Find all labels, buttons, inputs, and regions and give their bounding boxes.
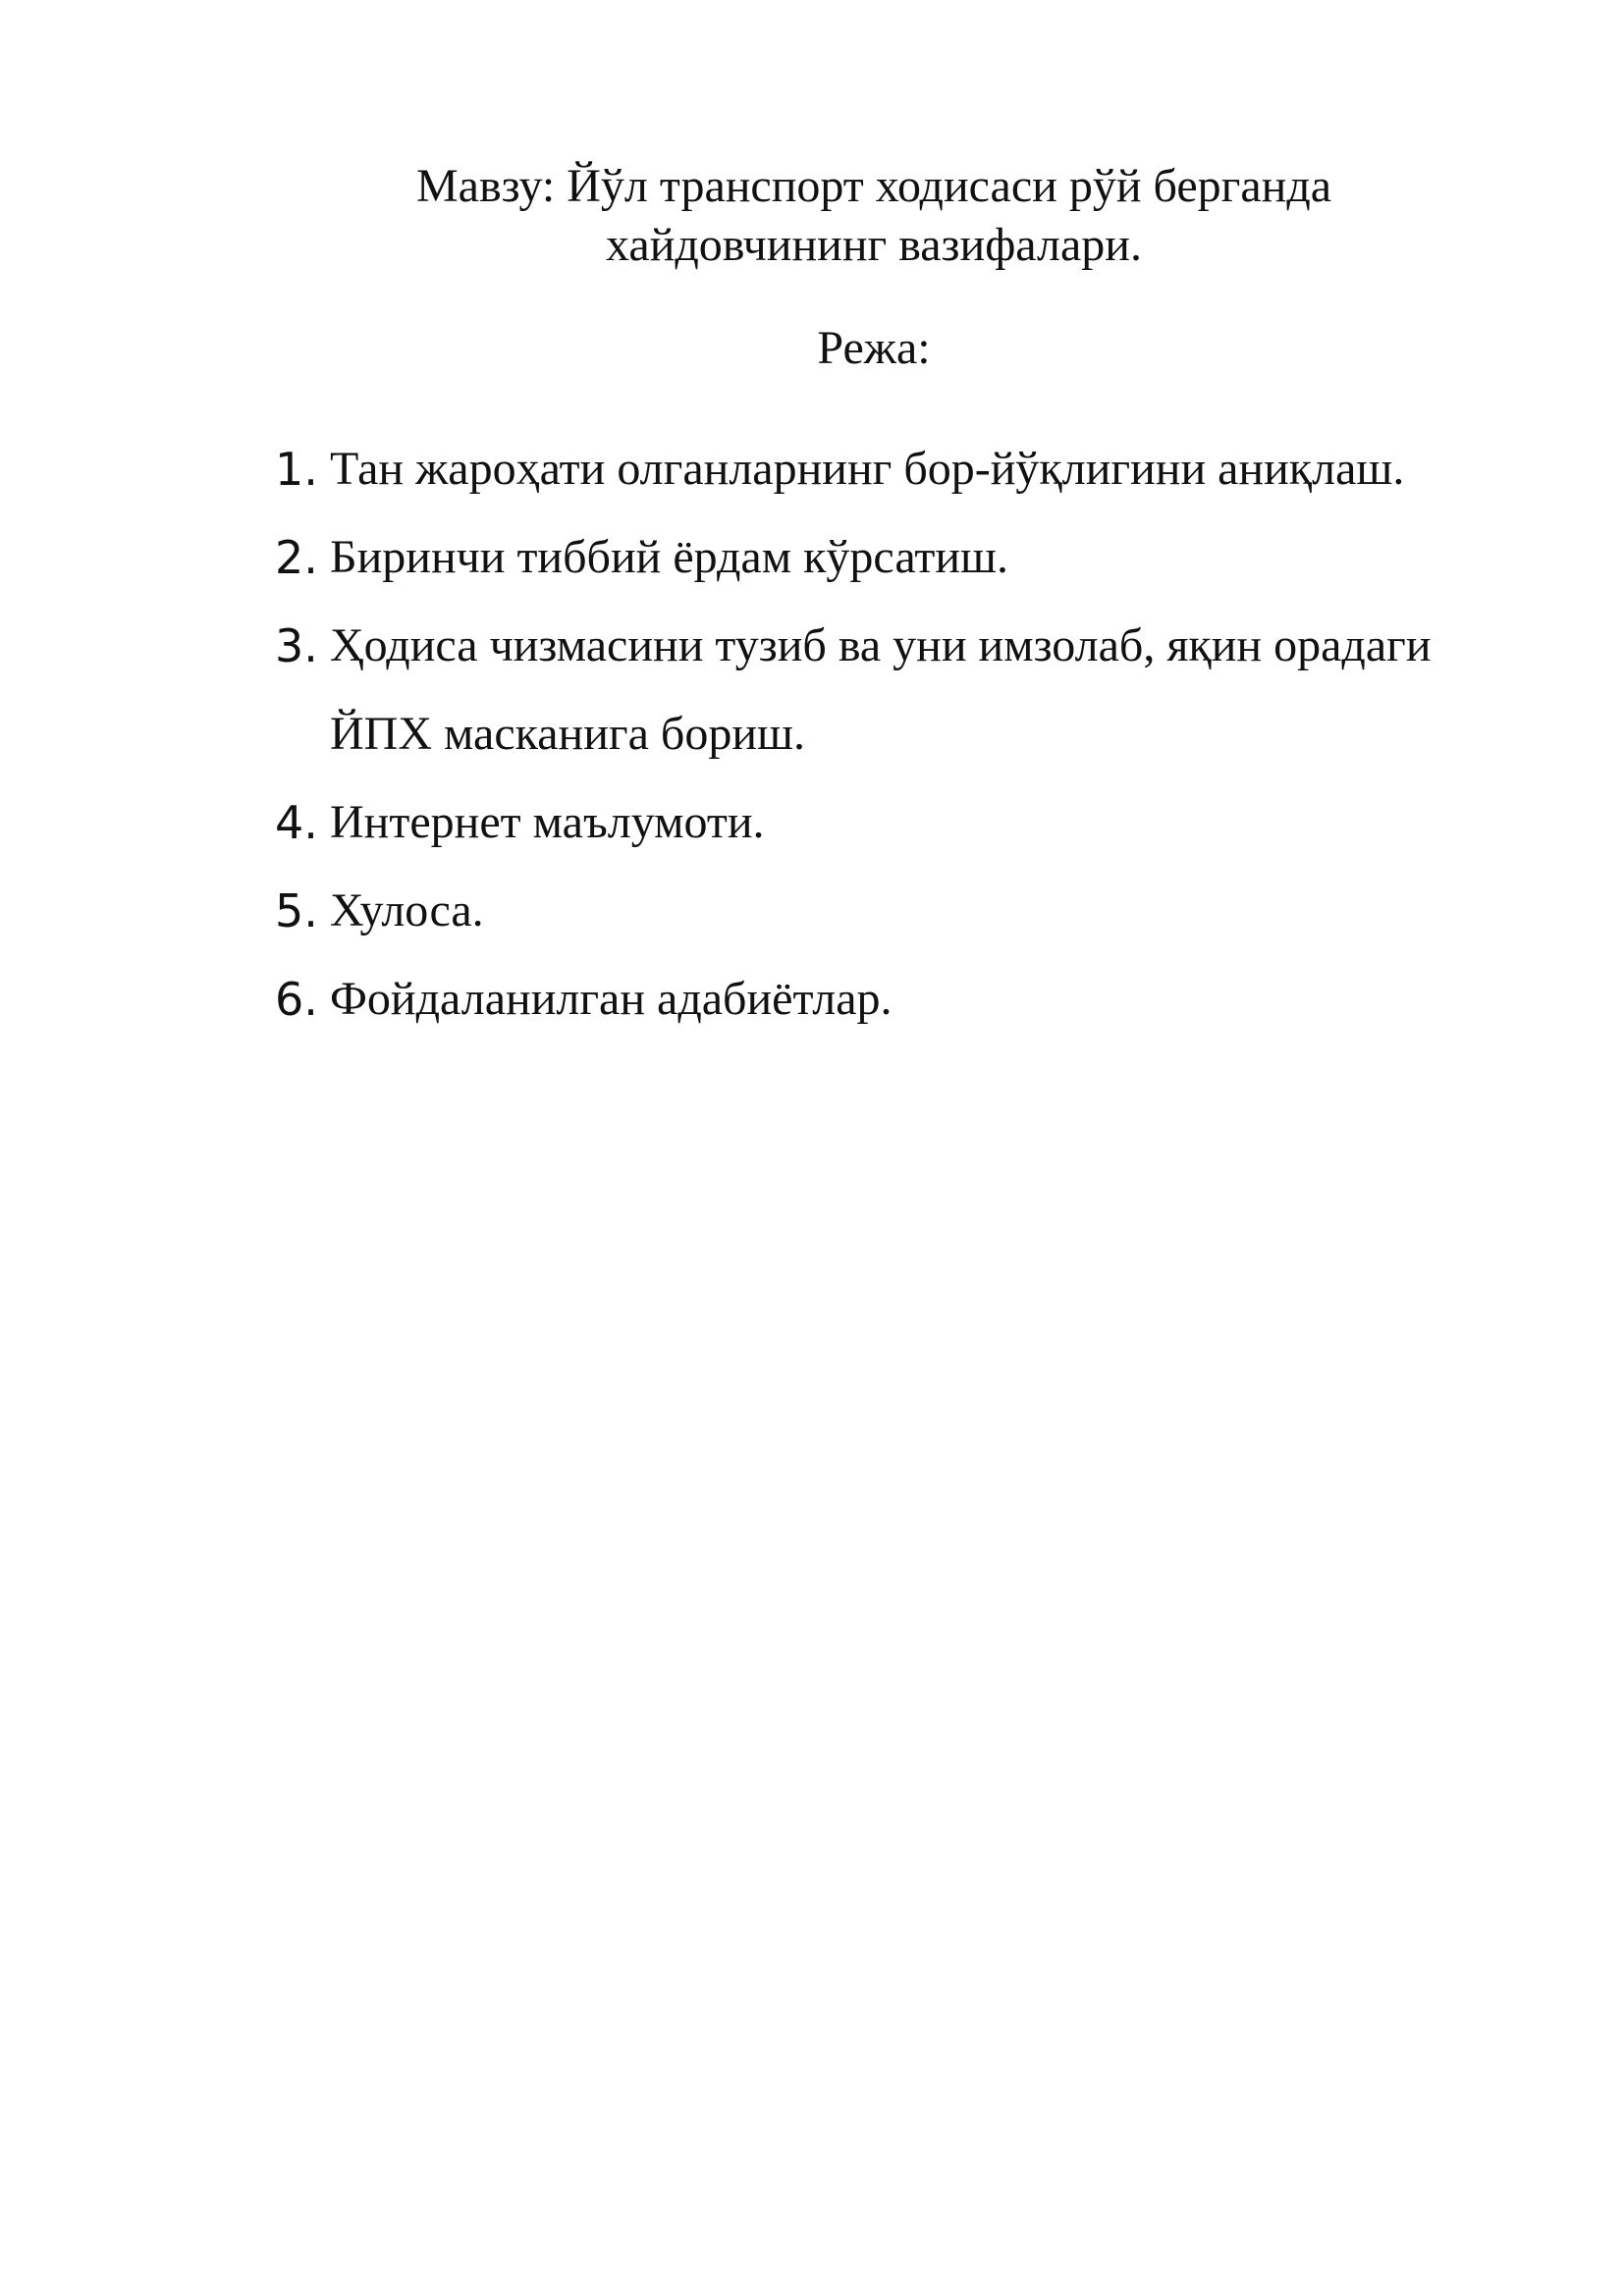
title-line-1: Мавзу: Йўл транспорт ходисаси рўй берганда bbox=[415, 160, 1332, 212]
item-text: Тан жароҳати олганларнинг бор-йўқлигини аниқлаш. bbox=[330, 443, 1405, 495]
item-text: Биринчи тиббий ёрдам кўрсатиш. bbox=[330, 531, 1009, 583]
item-text-line-2: ЙПХ масканига бориш. bbox=[330, 708, 805, 760]
item-number: 4. bbox=[275, 796, 318, 849]
item-text: Фойдаланилган адабиётлар. bbox=[330, 973, 893, 1025]
item-text: Интернет маълумоти. bbox=[330, 796, 765, 848]
item-number: 5. bbox=[275, 884, 318, 937]
item-number: 3. bbox=[275, 619, 318, 672]
plan-item-2 bbox=[275, 528, 1551, 587]
plan-heading: Режа: bbox=[817, 322, 931, 374]
plan-list bbox=[275, 440, 1551, 1058]
item-number: 6. bbox=[275, 973, 318, 1026]
plan-item-3 bbox=[275, 602, 1551, 778]
item-number: 1. bbox=[275, 443, 318, 496]
plan-item-6 bbox=[275, 970, 1551, 1029]
plan-item-1 bbox=[275, 440, 1551, 499]
item-text bbox=[330, 602, 1551, 778]
document-title bbox=[285, 157, 1463, 275]
plan-item-5 bbox=[275, 881, 1551, 940]
item-text-line-1: Ҳодиса чизмасини тузиб ва уни имзолаб, яқин орадаги bbox=[330, 619, 1432, 671]
plan-item-4 bbox=[275, 793, 1551, 852]
item-text: Хулоса. bbox=[330, 884, 484, 936]
item-number: 2. bbox=[275, 531, 318, 584]
title-line-2: хайдовчининг вазифалари. bbox=[606, 219, 1142, 271]
